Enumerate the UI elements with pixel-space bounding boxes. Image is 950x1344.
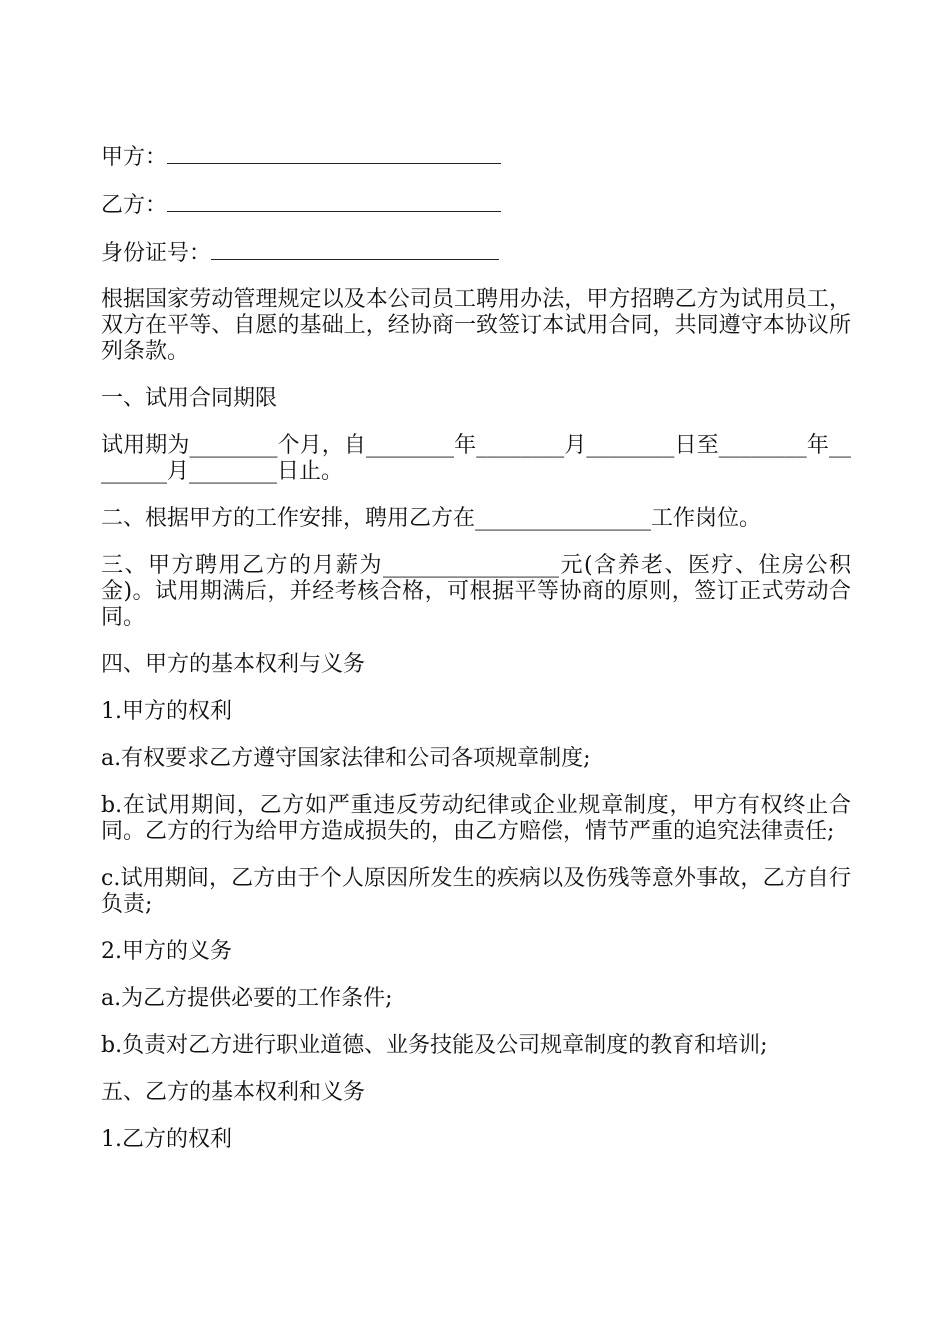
preamble-paragraph: 根据国家劳动管理规定以及本公司员工聘用办法，甲方招聘乙方为试用员工，双方在平等、自愿的基础上，经协商一致签订本试用合同，共同遵守本协议所列条款。: [101, 287, 851, 364]
party-b-label: 乙方：: [101, 193, 168, 218]
id-number-blank: [211, 241, 499, 260]
contract-document: [101, 145, 851, 1174]
party-b-field: [101, 193, 851, 219]
section-2-clause: 二、根据甲方的工作安排，聘用乙方在________________工作岗位。: [101, 506, 762, 531]
id-number-label: 身份证号：: [101, 241, 212, 266]
probation-period-clause: 试用期为________个月，自________年________月________日至________年________月________日止。: [101, 433, 851, 484]
section-5-heading: 五、乙方的基本权利和义务: [101, 1080, 366, 1105]
party-a-label: 甲方：: [101, 145, 168, 170]
party-a-rights-c: c.试用期间，乙方由于个人原因所发生的疾病以及伤残等意外事故，乙方自行负责;: [101, 866, 851, 917]
party-a-rights-b: b.在试用期间，乙方如严重违反劳动纪律或企业规章制度，甲方有权终止合同。乙方的行为给甲方造成损失的，由乙方赔偿，情节严重的追究法律责任;: [101, 793, 851, 844]
party-a-duties-heading: 2.甲方的义务: [101, 939, 232, 964]
party-a-rights-a: a.有权要求乙方遵守国家法律和公司各项规章制度;: [101, 746, 591, 771]
party-a-duties-b: b.负责对乙方进行职业道德、业务技能及公司规章制度的教育和培训;: [101, 1033, 768, 1058]
party-a-rights-heading: 1.甲方的权利: [101, 699, 232, 724]
section-4-heading: 四、甲方的基本权利与义务: [101, 652, 366, 677]
party-b-rights-heading: 1.乙方的权利: [101, 1127, 232, 1152]
section-3-clause: 三、甲方聘用乙方的月薪为________________元(含养老、医疗、住房公积金)。试用期满后，并经考核合格，可根据平等协商的原则，签订正式劳动合同。: [101, 553, 851, 630]
section-1-heading: 一、试用合同期限: [101, 386, 278, 411]
party-a-blank: [167, 145, 501, 164]
party-b-blank: [167, 193, 501, 212]
party-a-field: [101, 145, 851, 171]
id-number-field: [101, 241, 851, 267]
party-a-duties-a: a.为乙方提供必要的工作条件;: [101, 986, 393, 1011]
